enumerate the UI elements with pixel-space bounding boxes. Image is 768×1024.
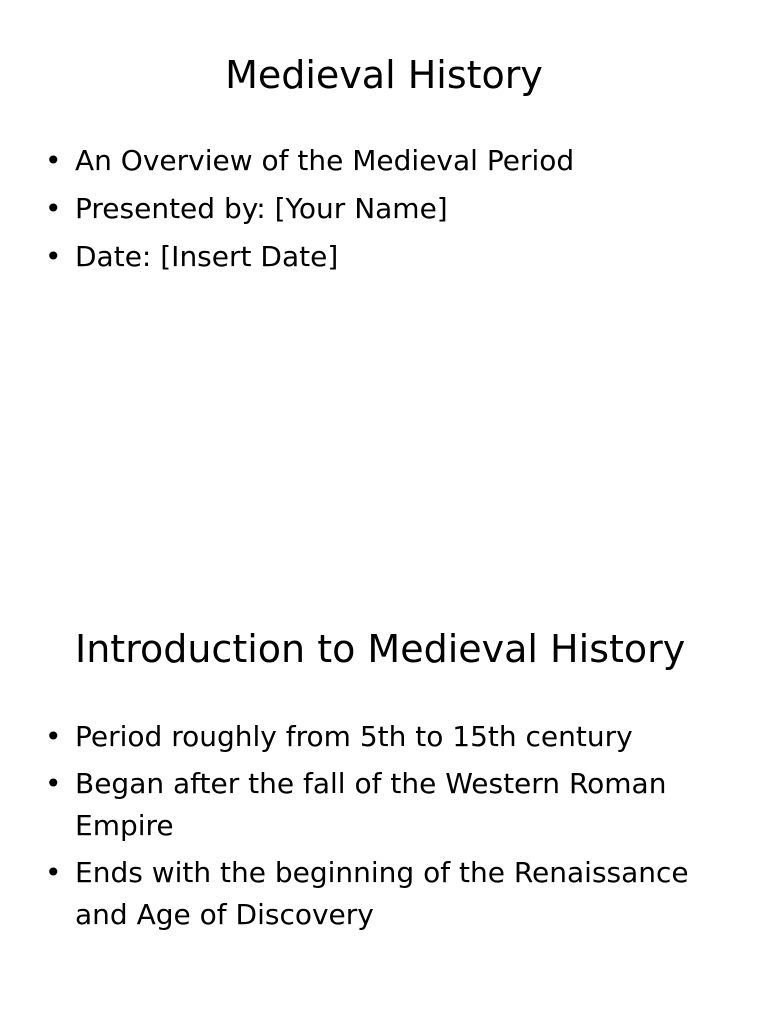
bullet-icon: • [45,240,62,273]
list-item-text: Period roughly from 5th to 15th century [75,720,633,753]
list-item [45,236,725,278]
list-item-text: An Overview of the Medieval Period [75,144,575,177]
bullet-list [45,140,725,284]
list-item-text: Began after the fall of the Western Roman Empire [75,767,667,842]
bullet-icon: • [45,767,62,800]
slide-title: Medieval History [225,53,543,97]
bullet-icon: • [45,720,62,753]
list-item [45,140,725,182]
list-item-text: Ends with the beginning of the Renaissance and Age of Discovery [75,856,689,931]
list-item-text: Date: [Insert Date] [75,240,339,273]
bullet-list [45,716,725,941]
bullet-icon: • [45,192,62,225]
bullet-icon: • [45,856,62,889]
list-item [45,763,725,847]
list-item [45,716,725,758]
list-item-text: Presented by: [Your Name] [75,192,448,225]
list-item [45,852,725,936]
bullet-icon: • [45,144,62,177]
list-item [45,188,725,230]
slide-title: Introduction to Medieval History [75,627,686,671]
slide-2 [0,576,768,1024]
